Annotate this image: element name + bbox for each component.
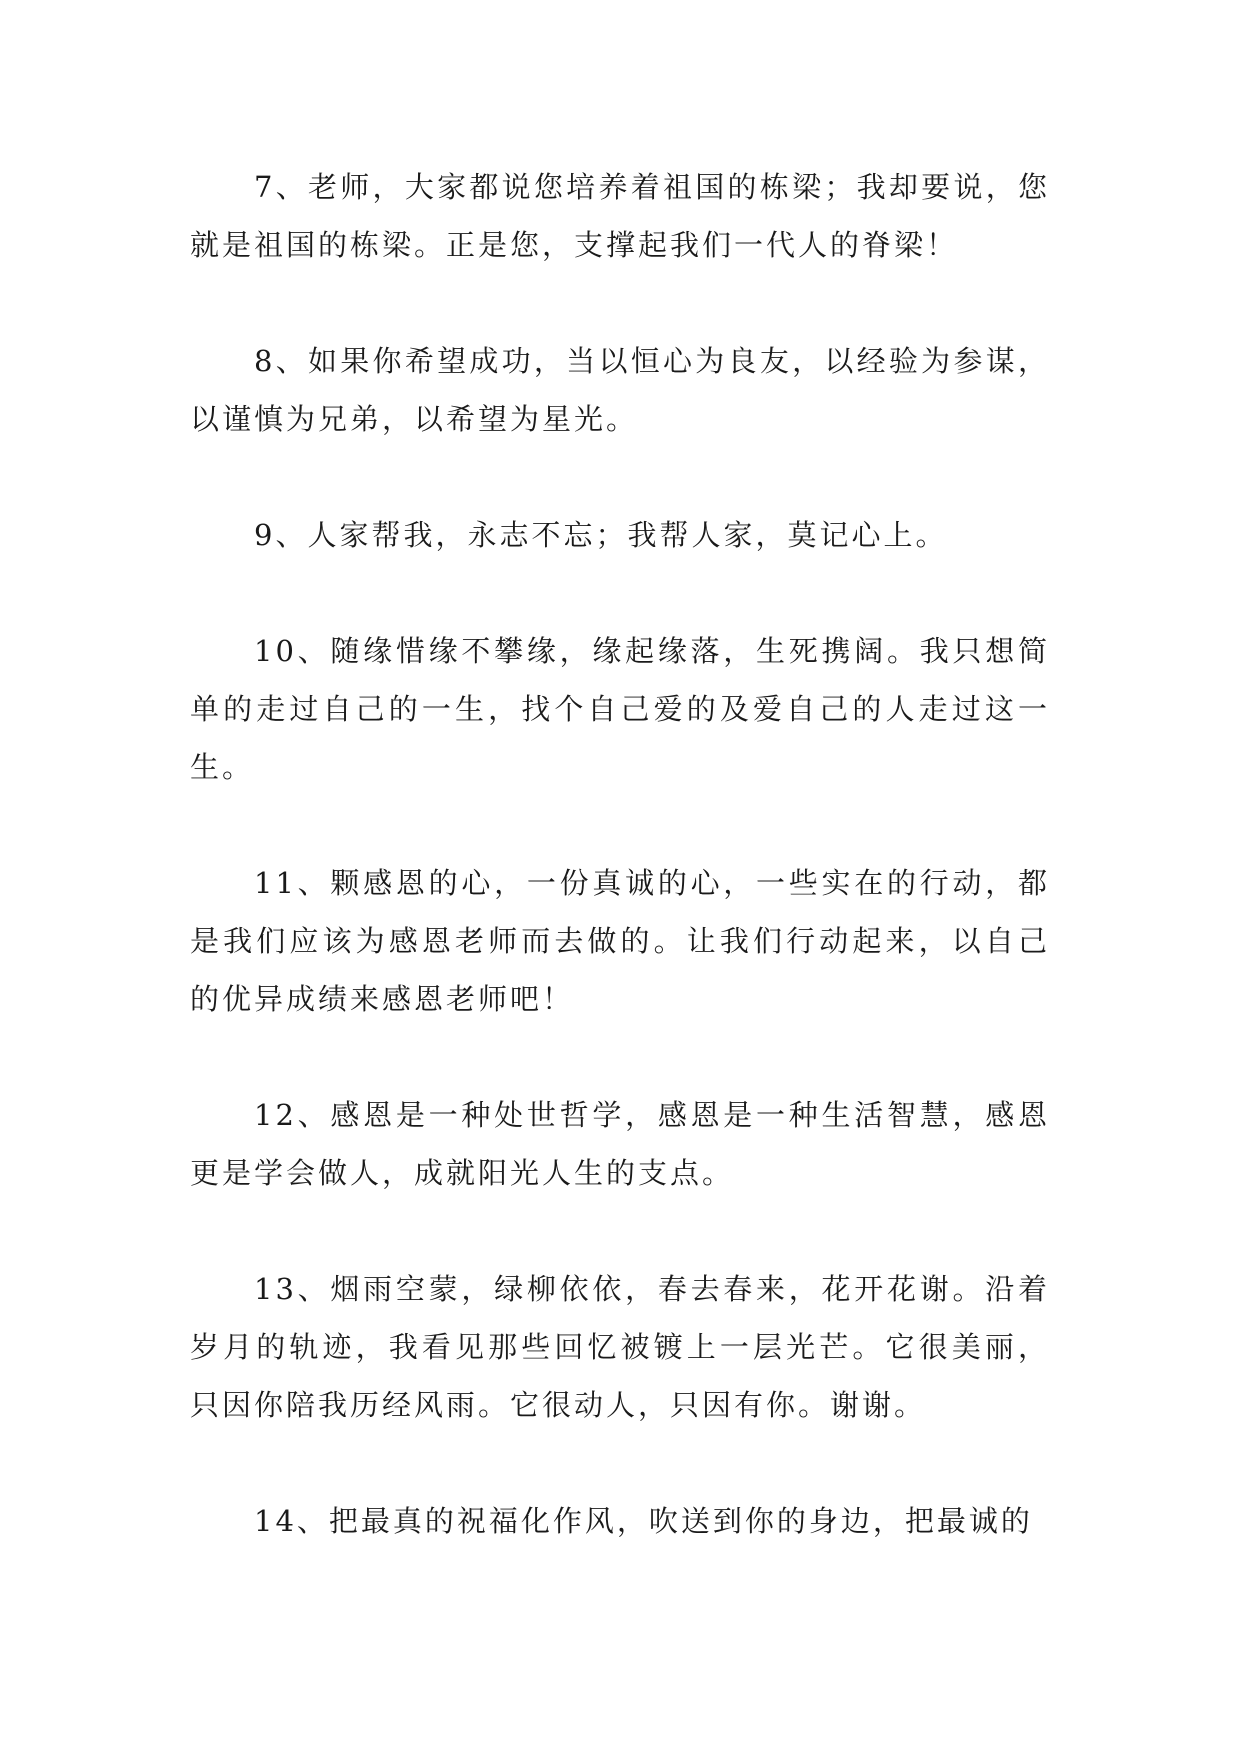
document-body [190, 158, 1050, 1608]
paragraph-10: 10、随缘惜缘不攀缘，缘起缘落，生死携阔。我只想简单的走过自己的一生，找个自己爱的及爱自己的人走过这一生。 [190, 634, 1050, 784]
paragraph-9: 9、人家帮我，永志不忘；我帮人家，莫记心上。 [254, 518, 948, 552]
paragraph-8: 8、如果你希望成功，当以恒心为良友，以经验为参谋，以谨慎为兄弟，以希望为星光。 [190, 344, 1050, 436]
paragraph-11: 11、颗感恩的心，一份真诚的心，一些实在的行动，都是我们应该为感恩老师而去做的。让我们行动起来，以自己的优异成绩来感恩老师吧！ [190, 866, 1050, 1016]
paragraph-14: 14、把最真的祝福化作风，吹送到你的身边，把最诚的 [254, 1504, 1033, 1538]
paragraph-12: 12、感恩是一种处世哲学，感恩是一种生活智慧，感恩更是学会做人，成就阳光人生的支点。 [190, 1098, 1050, 1190]
paragraph-13: 13、烟雨空蒙，绿柳依依，春去春来，花开花谢。沿着岁月的轨迹，我看见那些回忆被镀上一层光芒。它很美丽，只因你陪我历经风雨。它很动人，只因有你。谢谢。 [190, 1272, 1050, 1422]
paragraph-7: 7、老师，大家都说您培养着祖国的栋梁；我却要说，您就是祖国的栋梁。正是您，支撑起我们一代人的脊梁！ [190, 170, 1050, 262]
